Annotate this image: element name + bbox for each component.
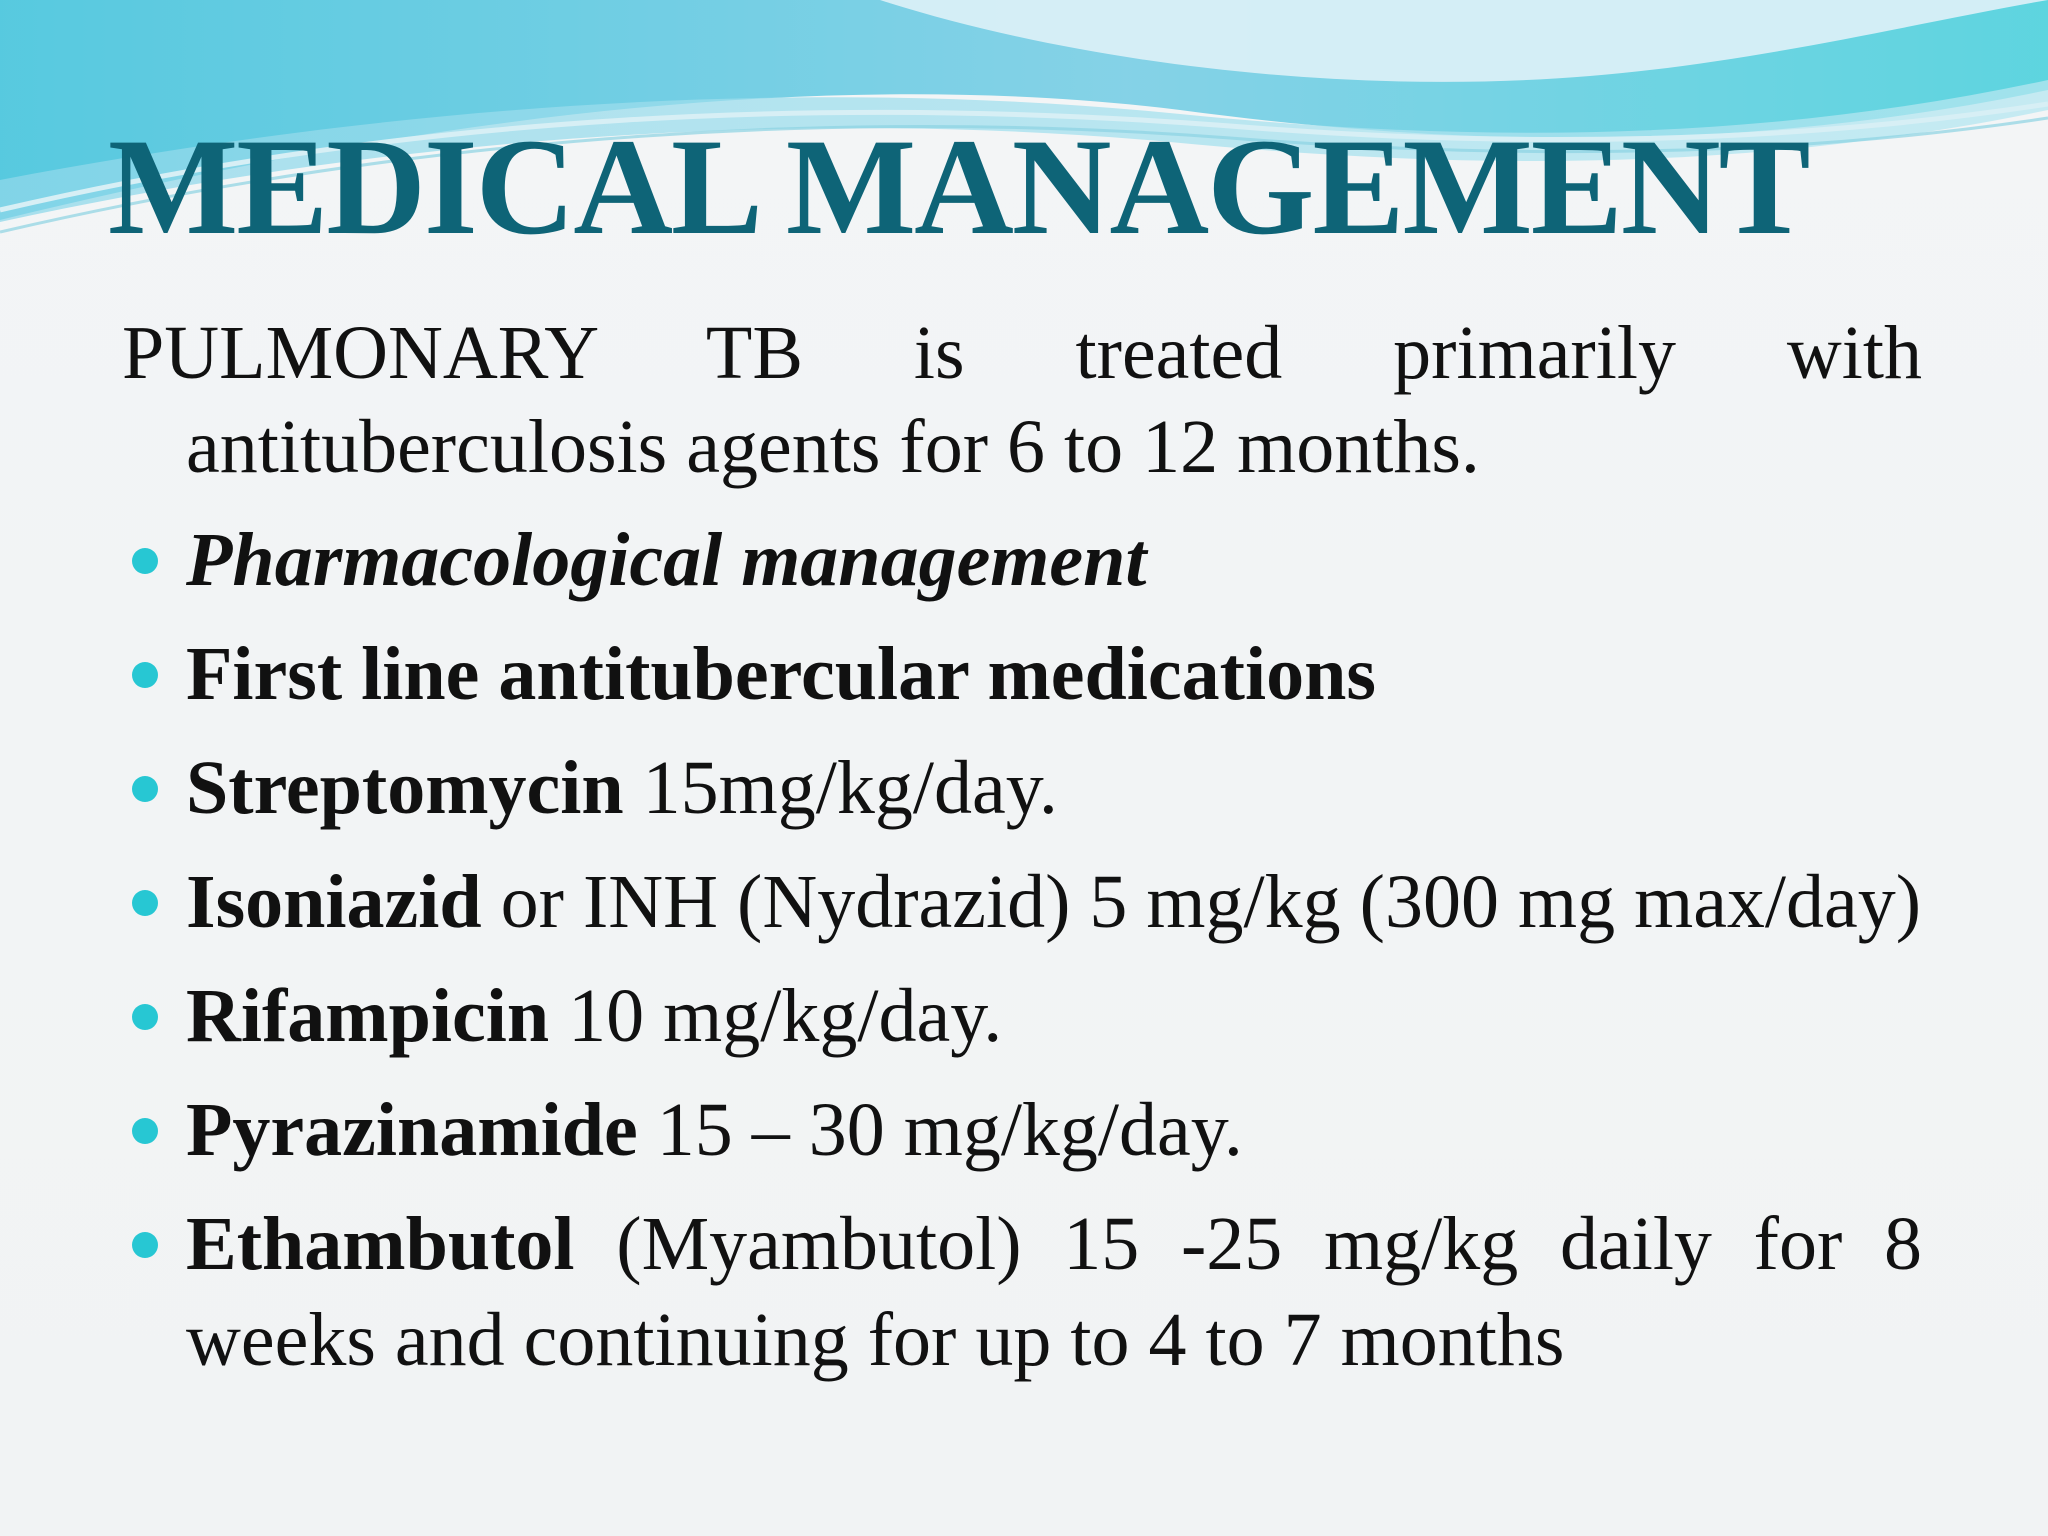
drug-dosage: 15mg/kg/day. (623, 746, 1058, 830)
drug-name: Isoniazid (186, 860, 482, 944)
bullet-rifampicin (122, 968, 1922, 1064)
bullet-icon (132, 1232, 158, 1258)
bullet-icon (132, 548, 158, 574)
bullet-first-line-medications (122, 626, 1922, 722)
drug-dosage: or INH (Nydrazid) 5 mg/kg (300 mg max/day) (481, 860, 1922, 944)
bullet-text: First line antitubercular medications (186, 632, 1376, 716)
bullet-text: Pharmacological management (186, 518, 1147, 602)
drug-name: Ethambutol (186, 1202, 575, 1286)
bullet-icon (132, 890, 158, 916)
drug-dosage: (Myambutol) 15 -25 mg/kg daily for 8 weeks and continuing for up to 4 to 7 months (186, 1202, 1922, 1382)
bullet-pyrazinamide (122, 1082, 1922, 1178)
bullet-pharmacological-management (122, 512, 1922, 608)
drug-name: Rifampicin (186, 974, 550, 1058)
bullet-ethambutol (122, 1196, 1922, 1388)
slide-title: MEDICAL MANAGEMENT (108, 110, 1809, 263)
bullet-icon (132, 1004, 158, 1030)
bullet-list (122, 512, 1922, 1406)
bullet-isoniazid (122, 854, 1922, 950)
bullet-icon (132, 776, 158, 802)
intro-paragraph: PULMONARY TB is treated primarily with antituberculosis agents for 6 to 12 months. (122, 311, 1922, 489)
drug-name: Streptomycin (186, 746, 624, 830)
bullet-icon (132, 1118, 158, 1144)
drug-name: Pyrazinamide (186, 1088, 638, 1172)
drug-dosage: 10 mg/kg/day. (549, 974, 1003, 1058)
bullet-streptomycin (122, 740, 1922, 836)
drug-dosage: 15 – 30 mg/kg/day. (637, 1088, 1243, 1172)
bullet-icon (132, 662, 158, 688)
